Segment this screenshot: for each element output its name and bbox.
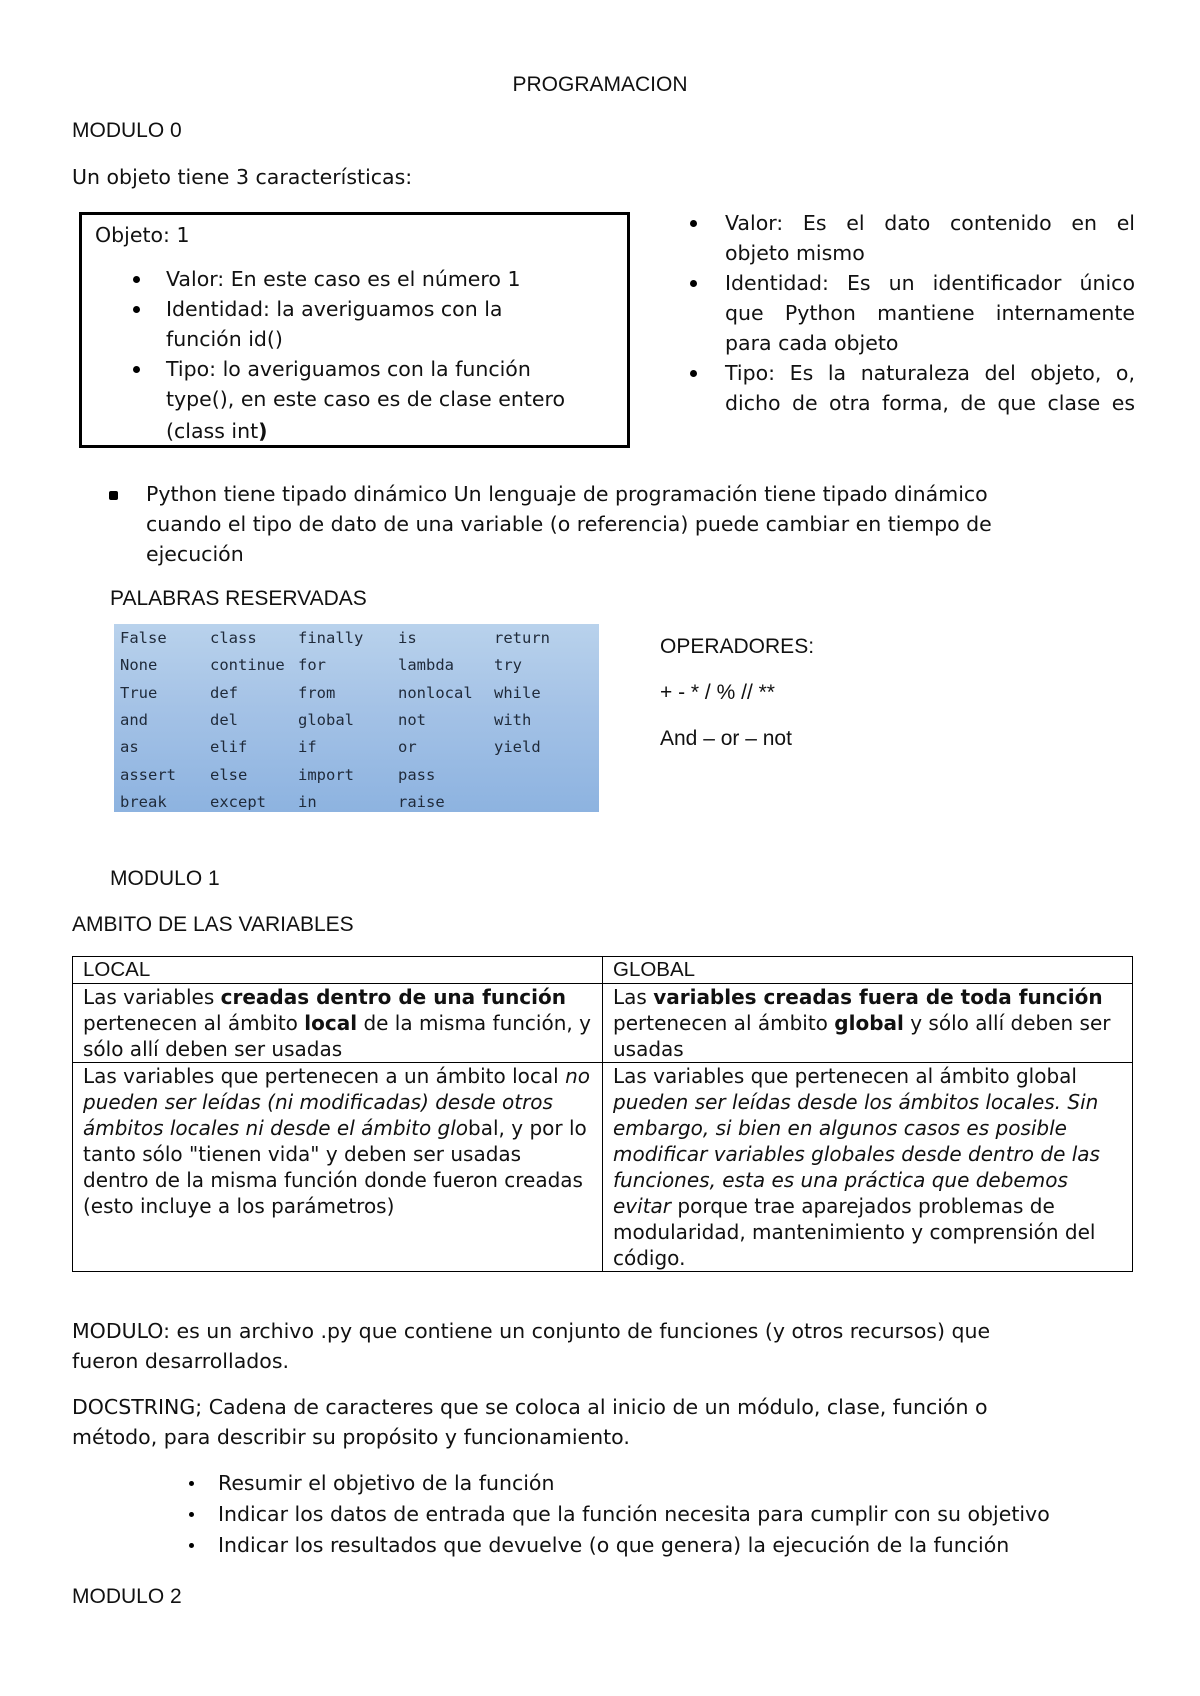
object-box-title: Objeto: 1 bbox=[95, 223, 190, 247]
dynamic-typing-line: cuando el tipo de dato de una variable (o referencia) puede cambiar en tiempo de bbox=[146, 512, 992, 536]
module-definition-line: fueron desarrollados. bbox=[72, 1349, 290, 1373]
reserved-word: False bbox=[120, 629, 167, 647]
definition-line: para cada objeto bbox=[725, 331, 899, 355]
reserved-word: or bbox=[398, 738, 417, 757]
reserved-word: raise bbox=[398, 792, 445, 811]
definition-line: Tipo: Es la naturaleza del objeto, o, bbox=[725, 361, 1135, 385]
module-definition-line: MODULO: es un archivo .py que contiene un conjunto de funciones (y otros recursos) que bbox=[72, 1319, 991, 1343]
cell-text-segment: local bbox=[304, 1011, 358, 1035]
module-0-heading: MODULO 0 bbox=[72, 119, 182, 142]
object-box-item-line: función id() bbox=[166, 327, 283, 351]
reserved-word: del bbox=[210, 710, 238, 729]
bullet-dot bbox=[133, 306, 140, 313]
cell-text-segment: variables creadas fuera de toda función bbox=[653, 985, 1103, 1009]
closing-parenthesis: ) bbox=[258, 419, 268, 443]
object-box-item-line: (class int) bbox=[166, 419, 268, 443]
docstring-definition-line: DOCSTRING; Cadena de caracteres que se coloca al inicio de un módulo, clase, función o bbox=[72, 1395, 988, 1419]
reserved-word: from bbox=[298, 683, 336, 702]
global-definition-cell bbox=[603, 984, 1133, 1063]
bullet-dot bbox=[189, 1481, 194, 1486]
dynamic-typing-line: ejecución bbox=[146, 542, 244, 566]
cell-text-segment: no pueden ser leídas (ni modificadas) desde otros ámbitos locales ni desde el ámbito glo bbox=[83, 1064, 590, 1140]
object-box-item-line: Valor: En este caso es el número 1 bbox=[166, 267, 521, 291]
bullet-dot bbox=[189, 1512, 194, 1517]
cell-text-segment: Las bbox=[613, 985, 654, 1009]
definition-line: que Python mantiene internamente bbox=[725, 301, 1135, 325]
reserved-word: except bbox=[210, 792, 266, 811]
bullet-dot bbox=[690, 280, 697, 287]
cell-text-segment: Las variables bbox=[83, 985, 221, 1009]
reserved-word: global bbox=[298, 710, 354, 729]
reserved-word: while bbox=[494, 683, 541, 702]
reserved-words-image bbox=[114, 624, 599, 812]
reserved-word: in bbox=[298, 792, 317, 811]
reserved-word: finally bbox=[298, 629, 364, 647]
reserved-word: break bbox=[120, 792, 167, 811]
cell-text-segment: Las variables que pertenecen al ámbito global bbox=[613, 1064, 1077, 1088]
module-2-heading: MODULO 2 bbox=[72, 1585, 182, 1608]
docstring-purpose-item: Indicar los resultados que devuelve (o que genera) la ejecución de la función bbox=[218, 1533, 1010, 1557]
reserved-word: is bbox=[398, 629, 417, 647]
definition-line: Valor: Es el dato contenido en el bbox=[725, 211, 1135, 235]
object-box-item-line: Tipo: lo averiguamos con la función bbox=[166, 357, 531, 381]
cell-text-segment: Las variables que pertenecen a un ámbito local bbox=[83, 1064, 566, 1088]
docstring-purpose-item: Resumir el objetivo de la función bbox=[218, 1471, 555, 1495]
dynamic-typing-line: Python tiene tipado dinámico Un lenguaje de programación tiene tipado dinámico bbox=[146, 482, 988, 506]
cell-text-segment: y sólo allí deben ser usadas bbox=[613, 1011, 1111, 1061]
bullet-dot bbox=[133, 276, 140, 283]
definition-line: objeto mismo bbox=[725, 241, 865, 265]
reserved-word: and bbox=[120, 710, 148, 729]
variable-scope-heading: AMBITO DE LAS VARIABLES bbox=[72, 913, 354, 936]
reserved-word: if bbox=[298, 738, 317, 757]
reserved-word: for bbox=[298, 656, 326, 675]
operators-heading: OPERADORES: bbox=[660, 635, 815, 658]
module-1-heading: MODULO 1 bbox=[110, 867, 220, 890]
cell-text-segment: global bbox=[834, 1011, 904, 1035]
object-box-item-line: type(), en este caso es de clase entero bbox=[166, 387, 566, 411]
bullet-dot bbox=[133, 366, 140, 373]
reserved-word: class bbox=[210, 629, 257, 647]
bullet-dot bbox=[189, 1543, 194, 1548]
reserved-word: try bbox=[494, 656, 522, 675]
object-box-item-line: Identidad: la averiguamos con la bbox=[166, 297, 503, 321]
cell-text-segment: creadas dentro de una función bbox=[220, 985, 566, 1009]
arithmetic-operators: + - * / % // ** bbox=[660, 681, 775, 704]
local-rules-cell bbox=[73, 1063, 603, 1272]
reserved-word: pass bbox=[398, 765, 436, 784]
bullet-dot bbox=[690, 370, 697, 377]
bullet-dot bbox=[690, 220, 697, 227]
reserved-word: else bbox=[210, 765, 248, 784]
cell-text-segment: de la misma función, y sólo allí deben ser usadas bbox=[83, 1011, 591, 1061]
reserved-words-heading: PALABRAS RESERVADAS bbox=[110, 587, 367, 610]
global-rules-cell bbox=[603, 1063, 1133, 1272]
reserved-word: elif bbox=[210, 738, 248, 757]
object-intro: Un objeto tiene 3 características: bbox=[72, 165, 413, 189]
reserved-word: lambda bbox=[398, 656, 454, 675]
reserved-word: def bbox=[210, 683, 238, 702]
definition-line: dicho de otra forma, de que clase es bbox=[725, 391, 1135, 415]
reserved-word: assert bbox=[120, 765, 176, 784]
cell-text-segment: porque trae aparejados problemas de modularidad, mantenimiento y comprensión del código. bbox=[613, 1194, 1096, 1270]
reserved-word: yield bbox=[494, 738, 541, 757]
logical-operators: And – or – not bbox=[660, 727, 792, 750]
reserved-word: return bbox=[494, 629, 550, 647]
cell-text-segment: bal, y por lo tanto sólo "tienen vida" y deben ser usadas dentro de la misma función donde fueron creadas (esto incluye a los parámetros) bbox=[83, 1116, 587, 1218]
reserved-word: nonlocal bbox=[398, 683, 473, 702]
cell-text-segment: pueden ser leídas desde los ámbitos locales. Sin embargo, si bien en algunos casos es posible modificar variables globales desde dentro de las funciones, esta es una práctica que debemos evitar bbox=[613, 1090, 1100, 1218]
definition-line: Identidad: Es un identificador único bbox=[725, 271, 1135, 295]
reserved-word: import bbox=[298, 765, 354, 784]
reserved-word: not bbox=[398, 710, 426, 729]
docstring-definition-line: método, para describir su propósito y funcionamiento. bbox=[72, 1425, 630, 1449]
reserved-word: with bbox=[494, 710, 532, 729]
bullet-square bbox=[109, 491, 118, 500]
global-column-header: GLOBAL bbox=[603, 957, 1133, 984]
reserved-word: as bbox=[120, 738, 139, 757]
reserved-word: None bbox=[120, 656, 158, 675]
cell-text-segment: pertenecen al ámbito bbox=[613, 1011, 835, 1035]
variable-scope-table bbox=[72, 956, 1133, 1272]
docstring-purpose-item: Indicar los datos de entrada que la función necesita para cumplir con su objetivo bbox=[218, 1502, 1050, 1526]
document-title: PROGRAMACION bbox=[512, 73, 688, 96]
reserved-word: True bbox=[120, 683, 158, 702]
reserved-word: continue bbox=[210, 656, 285, 675]
local-column-header: LOCAL bbox=[73, 957, 603, 984]
cell-text-segment: pertenecen al ámbito bbox=[83, 1011, 305, 1035]
local-definition-cell bbox=[73, 984, 603, 1063]
